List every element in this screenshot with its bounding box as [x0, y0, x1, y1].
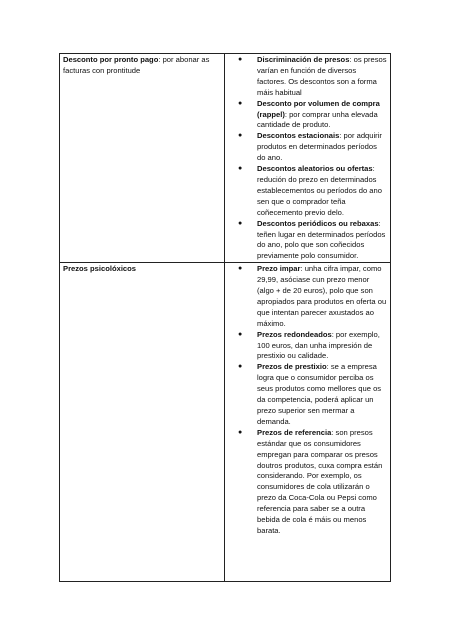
- item-text: : por adquirir produtos en determinados períodos do ano.: [257, 131, 382, 163]
- item-term: Desconto por volumen de compra (rappel): [257, 98, 380, 119]
- row-label-term: Desconto por pronto pago: [63, 55, 159, 64]
- item-term: Prezo impar: [257, 264, 301, 274]
- bullet-icon: ●: [238, 165, 243, 173]
- item-text: : redución do prezo en determinados establecementos ou períodos do ano sen que o comprador teña coñecemento previo delo.: [257, 164, 382, 217]
- row-label-cell: [60, 54, 225, 263]
- item-text: : se a empresa logra que o consumidor perciba os seus produtos como mellores que os da competencia, poderá aplicar un prezo superior sen mermar a demanda.: [257, 362, 382, 426]
- list-item: [238, 427, 387, 537]
- bullet-icon: ●: [238, 265, 243, 273]
- row-label-term: Prezos psicolóxicos: [63, 264, 137, 274]
- list-item: [238, 362, 387, 427]
- table-row: [60, 54, 391, 263]
- row-label-text: : por abonar as facturas con prontitude: [63, 55, 210, 75]
- bullet-icon: ●: [238, 219, 243, 227]
- bullet-icon: ●: [238, 56, 243, 63]
- list-item: [238, 164, 387, 219]
- bullet-icon: ●: [238, 363, 243, 371]
- bullet-icon: ●: [238, 330, 243, 338]
- row-detail-cell: [225, 263, 391, 582]
- item-text: : unha cifra impar, como 29,99, asóciase cun prezo menor (algo + de 20 euros), polo que son apropiados para produtos en oferta ou que intentan parecer axustados ao máximo.: [257, 264, 387, 328]
- bullet-icon: ●: [238, 428, 243, 436]
- item-term: Descontos estacionais: [257, 131, 340, 141]
- item-term: Prezos redondeados: [257, 329, 332, 339]
- list-item: [238, 329, 387, 363]
- item-term: Prezos de prestixio: [257, 362, 327, 372]
- bullet-icon: ●: [238, 132, 243, 140]
- item-text: : os presos varían en función de diversos factores. Os descontos son a forma máis habitual: [257, 55, 387, 97]
- bullet-list: [228, 264, 387, 537]
- item-term: Descontos periódicos ou rebaxas: [257, 218, 379, 228]
- bullet-icon: ●: [238, 99, 243, 107]
- list-item: [238, 131, 387, 164]
- pricing-table: [59, 53, 391, 582]
- item-term: Discriminación de presos: [257, 55, 350, 64]
- bullet-list: [228, 55, 387, 262]
- item-text: : son presos estándar que os consumidores empregan para comparar os presos doutros produtos, cuxa compra están considerando. Por exemplo, os consumidores de cola utilizarán o prezo da Coca-Cola ou Pepsi como referencia para saber se a outra bebida de cola é máis ou menos barata.: [257, 427, 383, 535]
- list-item: [238, 55, 387, 99]
- row-label-cell: [60, 263, 225, 582]
- list-item: [238, 218, 387, 263]
- table-row: [60, 263, 391, 582]
- item-text: : por comprar unha elevada cantidade de produto.: [257, 109, 378, 130]
- row-detail-cell: [225, 54, 391, 263]
- item-text: : por exemplo, 100 euros, dan unha impresión de prestixio ou calidade.: [257, 329, 380, 361]
- item-term: Descontos aleatorios ou ofertas: [257, 164, 373, 174]
- item-term: Prezos de referencia: [257, 427, 332, 437]
- list-item: [238, 264, 387, 329]
- item-text: : teñen lugar en determinados períodos do ano, polo que son coñecidos previamente polo consumidor.: [257, 218, 386, 261]
- list-item: [238, 98, 387, 132]
